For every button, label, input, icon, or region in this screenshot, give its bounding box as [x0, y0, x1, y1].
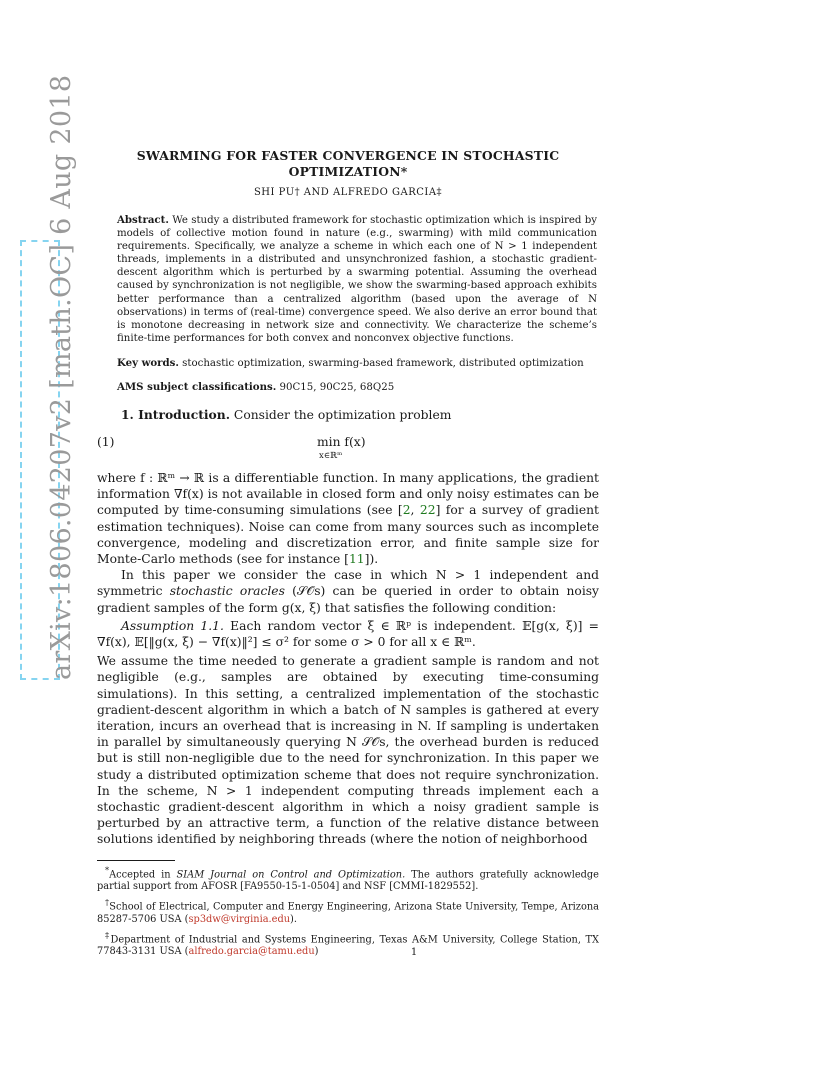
section-label: 1. Introduction.: [121, 406, 230, 422]
author-list: SHI PU† AND ALFREDO GARCIA‡: [253, 187, 443, 198]
paragraph-1-sep: ,: [410, 503, 420, 518]
paragraph-3: We assume the time needed to generate a gradient sample is random and not negligible (e.g., samples are obtained by executing time-consuming simulations). In this setting, a centralized implementation of the stochastic gradient-descent algorithm in which a batch of N samples is gathered at every iteration, incurs an overhead that is increasing in N. If sampling is undertaken in parallel by simultaneously querying N 𝒮𝒪s, the overhead burden is reduced but is still non-negligible due to the need for synchronization. In this paper we study a distributed optimization scheme that does not require synchronization. In the scheme, N > 1 independent computing threads implement each a stochastic gradient-descent algorithm in which a noisy gradient sample is perturbed by an attractive term, a function of the relative distance between solutions identified by neighboring threads (where the notion of neighborhood: [97, 654, 599, 847]
footnote-marker: *: [105, 864, 110, 875]
equation-subscript: x∈ℝᵐ: [319, 450, 343, 461]
equation-body: min f(x): [317, 434, 366, 449]
footnote-2-text: School of Electrical, Computer and Energy Engineering, Arizona State University, Tempe, Arizona 85287-5706 USA (: [97, 901, 599, 925]
page-number: 1: [410, 947, 418, 958]
section-heading: [121, 407, 599, 423]
paper-title: [97, 148, 599, 180]
footnote-2-end: ).: [290, 913, 297, 925]
arxiv-identifier: arXiv:1806.04207v2 [math.OC] 6 Aug 2018: [46, 74, 77, 680]
footnote-3-text: Department of Industrial and Systems Engineering, Texas A&M University, College Station, TX 77843-3131 USA (: [97, 934, 599, 958]
assumption-text: Each random vector ξ ∈ ℝᵖ is independent. 𝔼[g(x, ξ)] = ∇f(x), 𝔼[‖g(x, ξ) − ∇f(x)‖²] ≤ σ² for some σ > 0 for all x ∈ ℝᵐ.: [97, 618, 599, 649]
footnote-1-text-cont: The authors gratefully acknowledge partial support from AFOSR [FA9550-15-1-0504] and NSF [CMMI-1829552].: [97, 868, 599, 893]
ams-label: AMS subject classifications.: [117, 380, 277, 393]
section-text: Consider the optimization problem: [233, 407, 452, 422]
paragraph-2-text-cont: (𝒮𝒪s) can be queried in order to obtain noisy gradient samples of the form g(x, ξ) that satisfies the following condition:: [97, 584, 600, 615]
assumption-label: Assumption 1.1.: [121, 618, 224, 633]
keywords-label: Key words.: [117, 356, 179, 369]
footnote-rule: [97, 860, 175, 861]
title-line-2: OPTIMIZATION*: [288, 164, 408, 179]
citation-link[interactable]: 22: [419, 503, 436, 518]
citation-link[interactable]: 2: [402, 503, 411, 518]
email-link[interactable]: alfredo.garcia@tamu.edu: [188, 946, 315, 958]
ams-text: 90C15, 90C25, 68Q25: [279, 381, 395, 393]
equation-number: (1): [97, 434, 115, 449]
footnote-1-journal: SIAM Journal on Control and Optimization.: [176, 868, 406, 880]
paragraph-1-end: ]).: [364, 551, 379, 566]
paragraph-2-text: In this paper we consider the case in which N > 1 independent and symmetric: [97, 568, 599, 599]
footnote-1-text: Accepted in: [109, 868, 177, 880]
footnote-1: [97, 864, 599, 894]
keywords: [117, 357, 599, 369]
email-link[interactable]: sp3dw@virginia.edu: [188, 913, 291, 925]
footnote-2: [97, 896, 599, 926]
arxiv-sidebar-stamp: [18, 74, 77, 680]
title-line-1: SWARMING FOR FASTER CONVERGENCE IN STOCHASTIC: [136, 148, 560, 163]
footnote-marker: ‡: [105, 929, 111, 940]
keywords-text: stochastic optimization, swarming-based framework, distributed optimization: [182, 357, 584, 369]
equation-1: [97, 431, 599, 467]
abstract-label: Abstract.: [117, 214, 169, 226]
paragraph-1-text: where f : ℝᵐ → ℝ is a differentiable function. In many applications, the gradient information ∇f(x) is not available in closed form and only noisy estimates can be computed by time-consuming simulations (see [: [97, 470, 599, 518]
paragraph-2-emphasis: stochastic oracles: [169, 584, 285, 599]
paragraph-1: [97, 470, 599, 567]
citation-link[interactable]: 11: [348, 551, 365, 566]
paragraph-2: [97, 567, 599, 616]
assumption-1-1: [97, 618, 599, 650]
paper-page: [97, 148, 599, 959]
abstract-text: We study a distributed framework for stochastic optimization which is inspired by models of collective motion found in nature (e.g., swarming) with mild communication requirements. Specifically, we analyze a scheme in which each one of N > 1 independent threads, implements in a distributed and unsynchronized fashion, a stochastic gradient-descent algorithm which is perturbed by a swarming potential. Assuming the overhead caused by synchronization is not negligible, we show the swarming-based approach exhibits better performance than a centralized algorithm (based upon the average of N observations) in terms of (real-time) convergence speed. We also derive an error bound that is monotone decreasing in network size and connectivity. We characterize the scheme’s finite-time performances for both convex and nonconvex objective functions.: [117, 215, 597, 344]
footnote-marker: †: [105, 897, 110, 908]
abstract: [117, 214, 597, 345]
ams-classifications: [117, 381, 599, 393]
footnote-3-end: ): [314, 946, 319, 958]
paragraph-1-text-cont: ] for a survey of gradient estimation techniques). Noise can come from many sources such as incomplete convergence, modeling and discretization error, and finite sample size for Monte-Carlo methods (see for instance [: [97, 503, 599, 566]
